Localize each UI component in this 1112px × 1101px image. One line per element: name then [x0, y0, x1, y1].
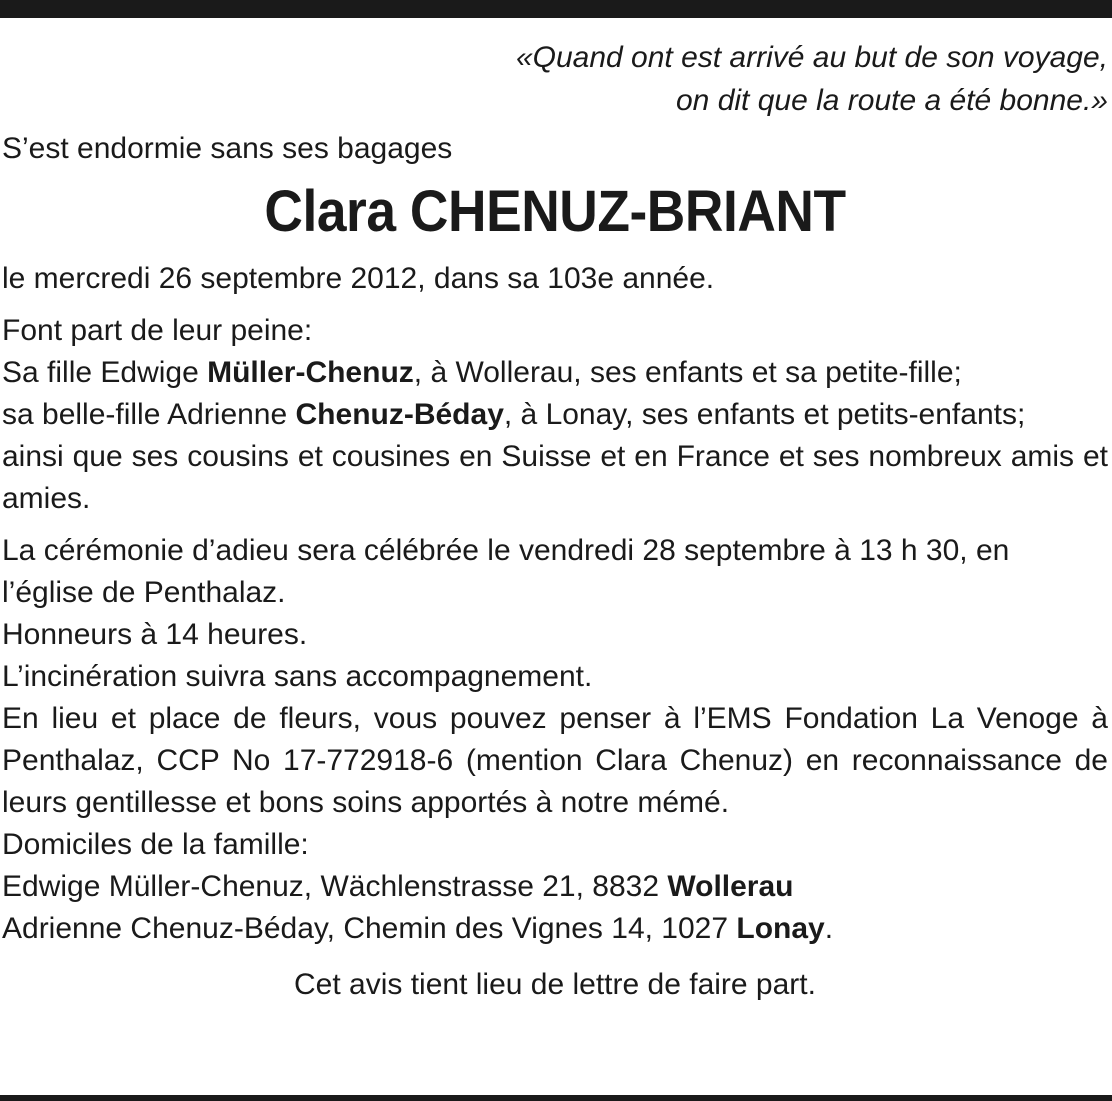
ceremony-text: La cérémonie d’adieu sera célébrée le vendredi 28 septembre à 13 h 30, en l’église de Penthalaz.	[2, 534, 1010, 609]
address-2-city: Lonay	[736, 912, 825, 945]
family-daughter	[2, 352, 1108, 394]
family-cousins: ainsi que ses cousins et cousines en Suisse et en France et ses nombreux amis et amies.	[2, 440, 1108, 515]
daughter-in-law-suffix: , à Lonay, ses enfants et petits-enfants;	[503, 398, 1026, 431]
obituary-notice	[2, 36, 1108, 1006]
daughter-in-law-surname: Chenuz-Béday	[295, 398, 504, 431]
daughter-prefix: Sa fille Edwige	[2, 356, 208, 389]
daughter-in-law-prefix: sa belle-fille Adrienne	[2, 398, 296, 431]
daughter-suffix: , à Wollerau, ses enfants et sa petite-fille;	[413, 356, 962, 389]
daughter-surname: Müller-Chenuz	[207, 356, 414, 389]
family-heading: Font part de leur peine:	[2, 314, 313, 347]
domiciles-heading: Domiciles de la famille:	[2, 828, 309, 861]
bottom-rule	[0, 1095, 1112, 1101]
death-date: le mercredi 26 septembre 2012, dans sa 103e année.	[2, 262, 715, 295]
quote-line-1: «Quand ont est arrivé au but de son voyage,	[515, 41, 1108, 74]
address-1-city: Wollerau	[667, 870, 794, 903]
ceremony-incineration: L’incinération suivra sans accompagnement.	[2, 660, 593, 693]
intro-text: S’est endormie sans ses bagages	[2, 132, 453, 165]
domicile-address-2	[2, 908, 1108, 950]
domicile-address-1	[2, 866, 1108, 908]
address-2-street: Adrienne Chenuz-Béday, Chemin des Vignes 14, 1027	[2, 912, 737, 945]
ceremony-flowers: En lieu et place de fleurs, vous pouvez penser à l’EMS Fondation La Venoge à Penthalaz, CCP No 17-772918-6 (mention Clara Chenuz) en reconnaissance de leurs gentillesse et bons soins apportés à notre mémé.	[2, 702, 1108, 819]
ceremony-honours: Honneurs à 14 heures.	[2, 618, 308, 651]
family-daughter-in-law	[2, 394, 1108, 436]
quote-line-2: on dit que la route a été bonne.»	[675, 84, 1108, 117]
top-rule	[0, 0, 1112, 18]
closing-note: Cet avis tient lieu de lettre de faire part.	[294, 968, 816, 1001]
address-1-street: Edwige Müller-Chenuz, Wächlenstrasse 21, 8832	[2, 870, 668, 903]
deceased-name: Clara CHENUZ-BRIANT	[264, 179, 846, 244]
epigraph-quote	[2, 36, 1108, 122]
address-2-suffix: .	[824, 912, 834, 945]
